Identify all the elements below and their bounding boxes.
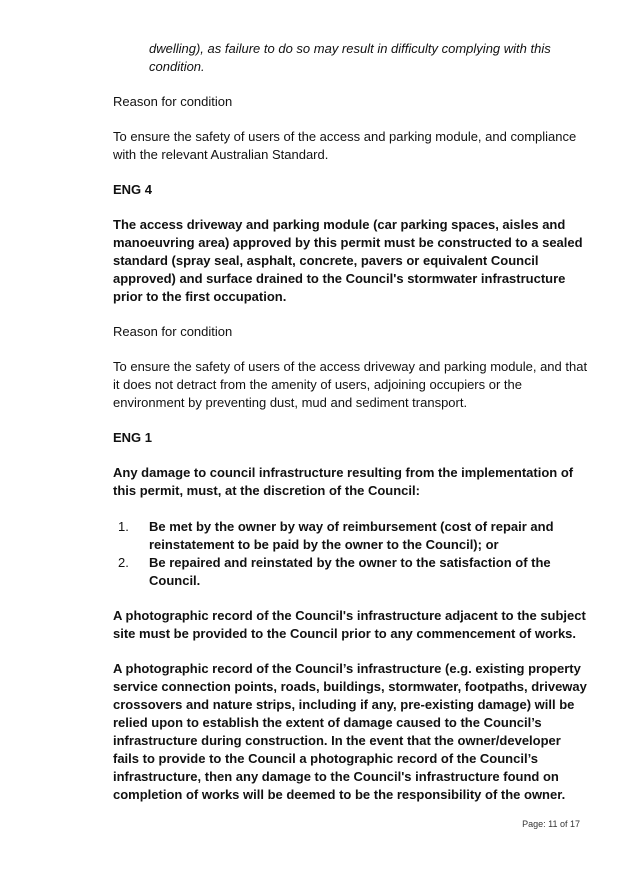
list-item-number: 1. (118, 519, 129, 534)
condition-continuation: dwelling), as failure to do so may result in difficulty complying with this condition. (149, 41, 551, 74)
reason-text-1: To ensure the safety of users of the access and parking module, and compliance with the relevant Australian Standard. (113, 129, 577, 162)
list-item-text: Be met by the owner by way of reimbursement (cost of repair and reinstatement to be paid by the owner to the Council); or (149, 519, 554, 552)
list-item (113, 554, 588, 590)
eng1-paragraph-1: A photographic record of the Council's infrastructure adjacent to the subject site must be provided to the Council prior to any commencement of works. (113, 608, 586, 641)
page-number: Page: 11 of 17 (522, 819, 580, 829)
document-page (113, 40, 588, 804)
eng1-list (113, 518, 588, 590)
eng4-text: The access driveway and parking module (car parking spaces, aisles and manoeuvring area) approved by this permit must be constructed to a sealed standard (spray seal, asphalt, concrete, pavers or equivalent Council approved) and surface drained to the Council's stormwater infrastructure prior to the first occupation. (113, 217, 583, 304)
reason-heading-2: Reason for condition (113, 324, 233, 339)
reason-text-2: To ensure the safety of users of the access driveway and parking module, and that it does not detract from the amenity of users, adjoining occupiers or the environment by preventing dust, mud and sediment transport. (113, 359, 588, 410)
list-item (113, 518, 588, 554)
eng1-paragraph-2: A photographic record of the Council’s infrastructure (e.g. existing property service connection points, roads, buildings, stormwater, footpaths, driveway crossovers and nature strips, including if any, pre-existing damage) will be relied upon to establish the extent of damage caused to the Council’s infrastructure during construction. In the event that the owner/developer fails to provide to the Council a photographic record of the Council’s infrastructure, then any damage to the Council's infrastructure found on completion of works will be deemed to be the responsibility of the owner. (113, 661, 587, 802)
eng1-intro: Any damage to council infrastructure resulting from the implementation of this permit, must, at the discretion of the Council: (113, 465, 574, 498)
eng4-heading: ENG 4 (113, 182, 153, 197)
reason-heading-1: Reason for condition (113, 94, 233, 109)
eng1-heading: ENG 1 (113, 430, 153, 445)
list-item-number: 2. (118, 555, 129, 570)
list-item-text: Be repaired and reinstated by the owner to the satisfaction of the Council. (149, 555, 551, 588)
